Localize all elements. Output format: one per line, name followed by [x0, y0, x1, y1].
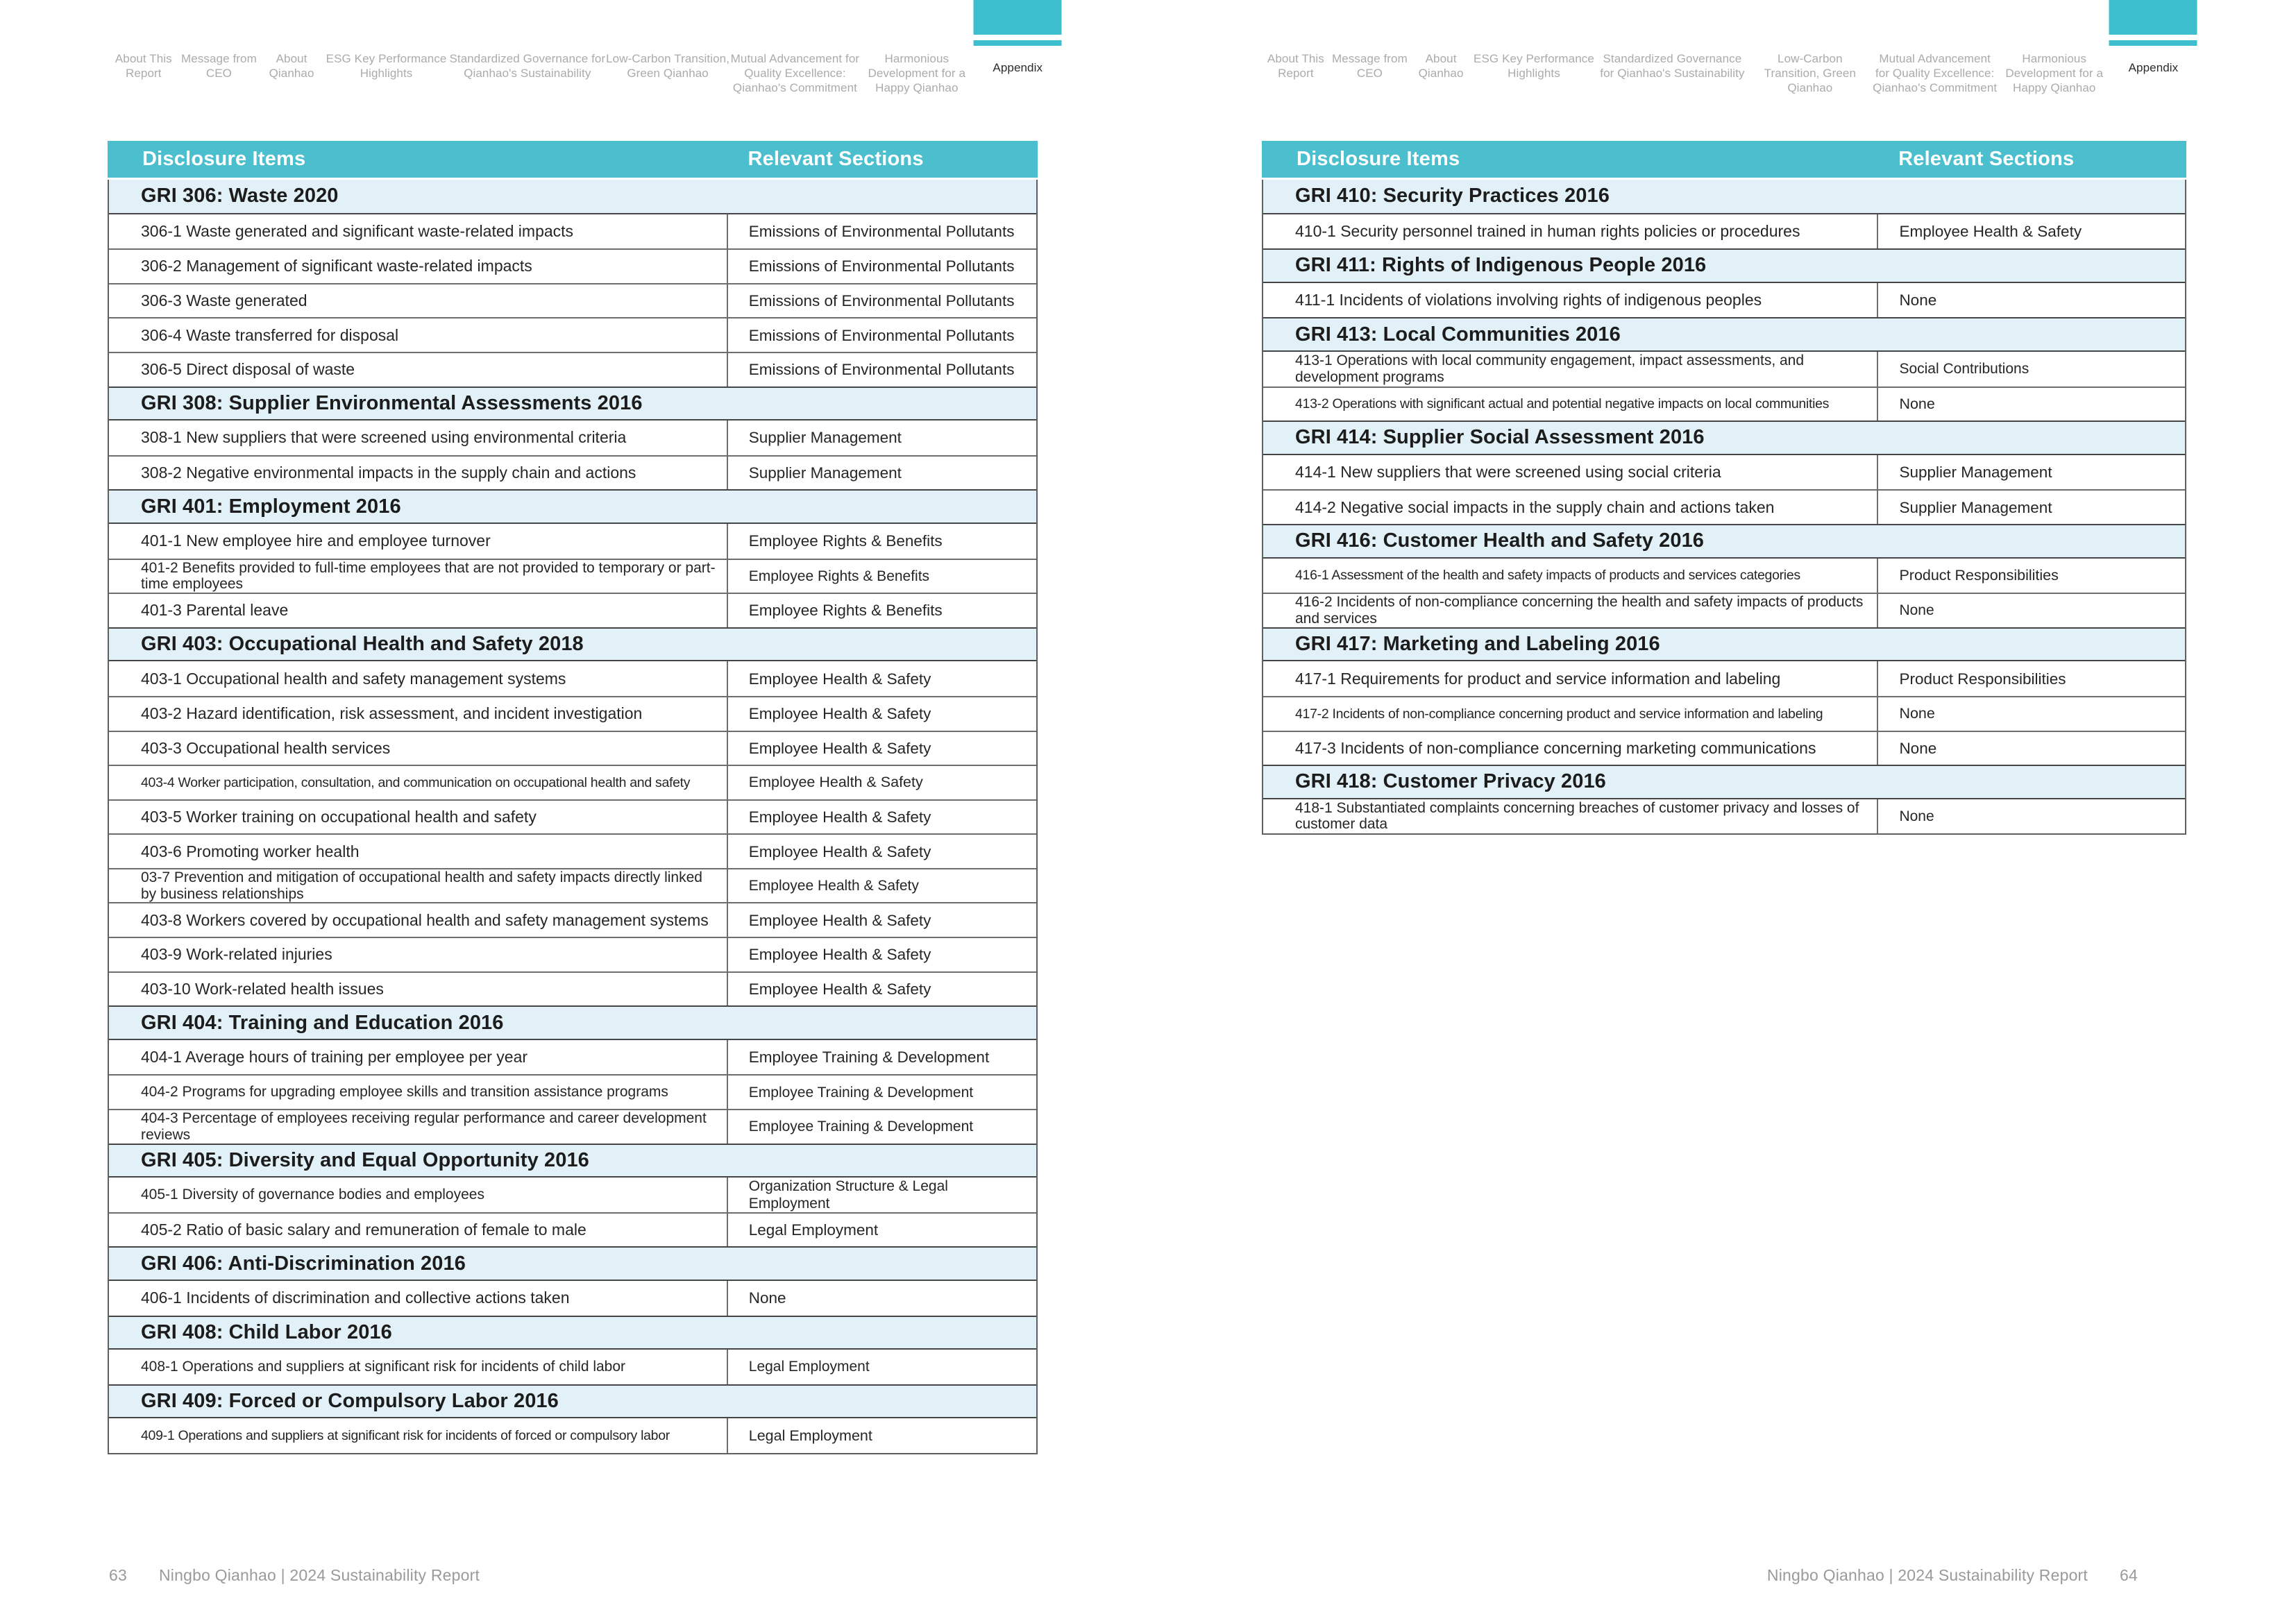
gri-section-title: GRI 418: Customer Privacy 2016 — [1295, 770, 1606, 793]
disclosure-item-cell: 404-2 Programs for upgrading employee skills and transition assistance programs — [141, 1084, 668, 1101]
disclosure-row — [1263, 283, 2185, 318]
relevant-section-cell: Employee Health & Safety — [727, 766, 1036, 799]
gri-section-title: GRI 417: Marketing and Labeling 2016 — [1295, 633, 1660, 656]
relevant-section-cell: Employee Health & Safety — [727, 661, 1036, 696]
disclosure-row — [109, 1350, 1036, 1384]
gri-index-table — [108, 141, 1038, 1454]
gri-section-title: GRI 406: Anti-Discrimination 2016 — [141, 1252, 466, 1275]
nav-item-harmonious-development-for-a-happy-qianhao[interactable] — [1999, 51, 2110, 95]
table-body — [1262, 180, 2186, 835]
top-navigation — [1262, 0, 2197, 95]
gri-section-row — [109, 1144, 1036, 1178]
disclosure-row — [1263, 661, 2185, 696]
disclosure-item-cell: 417-3 Incidents of non-compliance concerning marketing communications — [1295, 738, 1816, 757]
disclosure-item-cell: 418-1 Substantiated complaints concerning breaches of customer privacy and losses of customer data — [1295, 799, 1859, 833]
disclosure-row — [109, 317, 1036, 352]
disclosure-item-cell: 306-5 Direct disposal of waste — [141, 360, 355, 379]
disclosure-row — [109, 1178, 1036, 1212]
column-header-disclosure-items: Disclosure Items — [142, 148, 306, 170]
nav-item-label: Appendix — [2128, 61, 2179, 74]
disclosure-item-cell: 409-1 Operations and suppliers at significant risk for incidents of forced or compulsory labor — [141, 1428, 670, 1444]
disclosure-row — [109, 1418, 1036, 1453]
disclosure-item-cell: 403-4 Worker participation, consultation, and communication on occupational health and safety — [141, 774, 691, 790]
gri-section-row — [109, 1384, 1036, 1419]
nav-item-label: About This Report — [115, 52, 172, 80]
relevant-section-cell: Legal Employment — [727, 1214, 1036, 1247]
nav-item-standardized-governance-for-qianhao-s-sustainability[interactable] — [449, 51, 605, 80]
disclosure-row — [1263, 696, 2185, 731]
gri-section-row — [1263, 180, 2185, 214]
nav-item-label: ESG Key Performance Highlights — [326, 52, 447, 80]
disclosure-item-cell: 401-1 New employee hire and employee turnover — [141, 532, 491, 550]
disclosure-row — [109, 731, 1036, 765]
top-navigation — [109, 0, 1062, 95]
gri-section-title: GRI 405: Diversity and Equal Opportunity 2016 — [141, 1148, 589, 1171]
disclosure-row — [109, 1281, 1036, 1316]
gri-section-title: GRI 413: Local Communities 2016 — [1295, 323, 1621, 346]
nav-item-esg-key-performance-highlights[interactable] — [1472, 51, 1596, 80]
nav-item-mutual-advancement-for-quality-excellence-qianhao-s-commitment[interactable] — [730, 51, 860, 95]
disclosure-row — [109, 661, 1036, 696]
nav-item-standardized-governance-for-qianhao-s-sustainability[interactable] — [1596, 51, 1749, 80]
footer-report-title: Ningbo Qianhao | 2024 Sustainability Report — [158, 1566, 480, 1584]
disclosure-row — [109, 868, 1036, 903]
relevant-section-cell: Employee Training & Development — [727, 1110, 1036, 1144]
relevant-section-cell: Social Contributions — [1877, 352, 2185, 386]
table-header-row — [108, 141, 1038, 178]
nav-item-esg-key-performance-highlights[interactable] — [323, 51, 449, 80]
nav-item-mutual-advancement-for-quality-excellence-qianhao-s-commitment[interactable] — [1871, 51, 1999, 95]
relevant-section-cell: Supplier Management — [1877, 455, 2185, 490]
table-header-row — [1262, 141, 2186, 178]
disclosure-item-cell: 408-1 Operations and suppliers at significant risk for incidents of child labor — [141, 1359, 626, 1375]
disclosure-item-cell: 414-1 New suppliers that were screened using social criteria — [1295, 463, 1721, 482]
relevant-section-cell: Employee Health & Safety — [727, 697, 1036, 731]
gri-section-title: GRI 411: Rights of Indigenous People 2016 — [1295, 254, 1707, 277]
gri-section-title: GRI 306: Waste 2020 — [141, 185, 339, 207]
nav-item-label: About This Report — [1267, 52, 1324, 80]
disclosure-item-cell: 414-2 Negative social impacts in the supply chain and actions taken — [1295, 498, 1775, 516]
disclosure-item-cell: 405-2 Ratio of basic salary and remuneration of female to male — [141, 1221, 586, 1239]
page-footer — [1767, 1566, 2138, 1585]
nav-item-harmonious-development-for-a-happy-qianhao[interactable] — [860, 51, 973, 95]
disclosure-item-cell: 403-5 Worker training on occupational health and safety — [141, 807, 537, 826]
disclosure-row — [109, 765, 1036, 799]
nav-item-label: Message from CEO — [180, 52, 257, 80]
page-footer — [109, 1566, 480, 1585]
disclosure-item-cell: 410-1 Security personnel trained in human rights policies or procedures — [1295, 221, 1800, 240]
table-body — [108, 180, 1038, 1454]
active-tab-block — [974, 0, 1062, 35]
nav-item-label: Mutual Advancement for Quality Excellence: Qianhao's Commitment — [1873, 52, 1998, 94]
nav-item-appendix[interactable] — [973, 51, 1062, 75]
disclosure-row — [109, 833, 1036, 868]
gri-section-row — [1263, 765, 2185, 799]
nav-item-label: Standardized Governance for Qianhao's Sustainability — [1600, 52, 1745, 80]
relevant-section-cell: None — [1877, 732, 2185, 765]
relevant-section-cell: Employee Health & Safety — [727, 732, 1036, 765]
disclosure-row — [1263, 214, 2185, 249]
disclosure-item-cell: 411-1 Incidents of violations involving rights of indigenous peoples — [1295, 291, 1762, 309]
disclosure-row — [109, 559, 1036, 593]
nav-item-label: Harmonious Development for a Happy Qianhao — [2005, 52, 2104, 94]
disclosure-row — [1263, 455, 2185, 490]
active-tab-marker — [974, 0, 1062, 46]
relevant-section-cell: Employee Health & Safety — [727, 903, 1036, 937]
relevant-section-cell: Employee Rights & Benefits — [727, 560, 1036, 593]
relevant-section-cell: None — [1877, 697, 2185, 731]
relevant-section-cell: None — [727, 1281, 1036, 1316]
disclosure-row — [109, 937, 1036, 971]
gri-section-row — [109, 1316, 1036, 1350]
disclosure-item-cell: 308-1 New suppliers that were screened using environmental criteria — [141, 428, 627, 447]
gri-section-row — [109, 627, 1036, 662]
relevant-section-cell: Employee Health & Safety — [727, 869, 1036, 903]
gri-section-row — [1263, 248, 2185, 283]
disclosure-row — [1263, 799, 2185, 834]
nav-item-message-from-ceo[interactable] — [1330, 51, 1410, 80]
disclosure-row — [109, 214, 1036, 249]
disclosure-row — [109, 696, 1036, 731]
disclosure-row — [1263, 593, 2185, 627]
relevant-section-cell: Emissions of Environmental Pollutants — [727, 353, 1036, 386]
disclosure-item-cell: 403-6 Promoting worker health — [141, 842, 360, 860]
disclosure-row — [109, 1109, 1036, 1144]
disclosure-item-cell: 306-4 Waste transferred for disposal — [141, 325, 399, 344]
relevant-section-cell: None — [1877, 388, 2185, 421]
disclosure-item-cell: 405-1 Diversity of governance bodies and employees — [141, 1187, 484, 1203]
nav-item-label: Standardized Governance for Qianhao's Sustainability — [449, 52, 606, 80]
disclosure-row — [1263, 731, 2185, 765]
nav-item-label: Mutual Advancement for Quality Excellence: Qianhao's Commitment — [730, 52, 860, 94]
relevant-section-cell: Emissions of Environmental Pollutants — [727, 318, 1036, 352]
disclosure-item-cell: 413-2 Operations with significant actual and potential negative impacts on local communities — [1295, 396, 1830, 412]
disclosure-item-cell: 306-2 Management of significant waste-related impacts — [141, 257, 532, 275]
disclosure-row — [109, 799, 1036, 834]
relevant-section-cell: Employee Training & Development — [727, 1040, 1036, 1075]
gri-section-title: GRI 308: Supplier Environmental Assessments 2016 — [141, 391, 643, 414]
nav-item-low-carbon-transition-green-qianhao[interactable] — [1749, 51, 1871, 95]
disclosure-row — [109, 455, 1036, 490]
disclosure-item-cell: 403-10 Work-related health issues — [141, 979, 384, 998]
relevant-section-cell: Emissions of Environmental Pollutants — [727, 214, 1036, 249]
disclosure-item-cell: 403-8 Workers covered by occupational health and safety management systems — [141, 910, 709, 929]
disclosure-item-cell: 406-1 Incidents of discrimination and collective actions taken — [141, 1289, 570, 1307]
relevant-section-cell: Supplier Management — [727, 420, 1036, 455]
active-tab-underline — [2109, 40, 2197, 46]
relevant-section-cell: Emissions of Environmental Pollutants — [727, 250, 1036, 283]
gri-section-row — [1263, 627, 2185, 662]
disclosure-item-cell: 413-1 Operations with local community engagement, impact assessments, and development programs — [1295, 352, 1805, 385]
gri-section-row — [109, 180, 1036, 214]
gri-section-row — [109, 1005, 1036, 1040]
nav-item-label: Low-Carbon Transition, Green Qianhao — [606, 52, 730, 80]
page-number: 63 — [109, 1566, 127, 1584]
gri-section-title: GRI 410: Security Practices 2016 — [1295, 185, 1610, 207]
gri-section-title: GRI 403: Occupational Health and Safety 2018 — [141, 633, 584, 656]
relevant-section-cell: Product Responsibilities — [1877, 661, 2185, 696]
relevant-section-cell: Legal Employment — [727, 1418, 1036, 1453]
nav-item-low-carbon-transition-green-qianhao[interactable] — [605, 51, 729, 80]
relevant-section-cell: Employee Training & Development — [727, 1076, 1036, 1109]
relevant-section-cell: Employee Health & Safety — [727, 801, 1036, 834]
disclosure-item-cell: 401-2 Benefits provided to full-time employees that are not provided to temporary or part-time employees — [141, 559, 716, 593]
disclosure-row — [1263, 352, 2185, 386]
nav-item-about-this-report[interactable] — [1262, 51, 1330, 80]
footer-report-title: Ningbo Qianhao | 2024 Sustainability Report — [1766, 1566, 2088, 1584]
disclosure-row — [1263, 489, 2185, 524]
disclosure-item-cell: 403-1 Occupational health and safety management systems — [141, 669, 566, 688]
disclosure-item-cell: 416-2 Incidents of non-compliance concerning the health and safety impacts of products and services — [1295, 594, 1864, 627]
gri-section-title: GRI 404: Training and Education 2016 — [141, 1011, 504, 1034]
disclosure-item-cell: 403-9 Work-related injuries — [141, 945, 332, 964]
disclosure-row — [109, 420, 1036, 455]
disclosure-item-cell: 417-2 Incidents of non-compliance concerning product and service information and labeling — [1295, 706, 1823, 722]
disclosure-row — [109, 248, 1036, 283]
nav-item-about-this-report[interactable] — [109, 51, 178, 80]
column-header-disclosure-items: Disclosure Items — [1297, 148, 1460, 170]
active-tab-marker — [2109, 0, 2197, 46]
disclosure-row — [109, 1040, 1036, 1075]
disclosure-item-cell: 403-3 Occupational health services — [141, 738, 391, 757]
page-right — [1148, 0, 2296, 1623]
active-tab-block — [2109, 0, 2197, 35]
gri-section-row — [109, 1246, 1036, 1281]
relevant-section-cell: Employee Rights & Benefits — [727, 524, 1036, 559]
disclosure-row — [1263, 386, 2185, 421]
relevant-section-cell: Organization Structure & Legal Employment — [727, 1178, 1036, 1212]
disclosure-row — [1263, 559, 2185, 593]
active-tab-underline — [974, 40, 1062, 46]
disclosure-item-cell: 401-3 Parental leave — [141, 601, 289, 620]
gri-section-row — [1263, 317, 2185, 352]
relevant-section-cell: Supplier Management — [1877, 491, 2185, 524]
disclosure-row — [109, 1212, 1036, 1247]
disclosure-item-cell: 03-7 Prevention and mitigation of occupational health and safety impacts directly linked by business relationships — [141, 869, 702, 902]
nav-item-label: ESG Key Performance Highlights — [1474, 52, 1594, 80]
disclosure-row — [109, 524, 1036, 559]
nav-item-label: Low-Carbon Transition, Green Qianhao — [1764, 52, 1857, 94]
relevant-section-cell: Emissions of Environmental Pollutants — [727, 284, 1036, 318]
nav-item-label: Message from CEO — [1331, 52, 1408, 80]
nav-item-message-from-ceo[interactable] — [178, 51, 260, 80]
relevant-section-cell: Supplier Management — [727, 457, 1036, 490]
disclosure-item-cell: 404-3 Percentage of employees receiving regular performance and career development reviews — [141, 1110, 707, 1143]
relevant-section-cell: None — [1877, 799, 2185, 834]
nav-item-label: About Qianhao — [269, 52, 314, 80]
gri-index-table — [1262, 141, 2186, 835]
gri-section-title: GRI 416: Customer Health and Safety 2016 — [1295, 529, 1705, 552]
nav-item-label: Harmonious Development for a Happy Qianhao — [868, 52, 966, 94]
disclosure-row — [109, 1074, 1036, 1109]
relevant-section-cell: Legal Employment — [727, 1350, 1036, 1384]
disclosure-row — [109, 352, 1036, 386]
gri-section-row — [109, 489, 1036, 524]
page-number: 64 — [2120, 1566, 2138, 1584]
relevant-section-cell: Employee Health & Safety — [1877, 214, 2185, 249]
disclosure-item-cell: 308-2 Negative environmental impacts in the supply chain and actions — [141, 464, 636, 482]
disclosure-row — [109, 971, 1036, 1006]
disclosure-row — [109, 593, 1036, 627]
relevant-section-cell: None — [1877, 283, 2185, 318]
gri-section-title: GRI 408: Child Labor 2016 — [141, 1320, 392, 1343]
relevant-section-cell: None — [1877, 594, 2185, 627]
gri-section-title: GRI 414: Supplier Social Assessment 2016 — [1295, 426, 1705, 449]
relevant-section-cell: Employee Rights & Benefits — [727, 594, 1036, 627]
gri-section-title: GRI 409: Forced or Compulsory Labor 2016 — [141, 1390, 559, 1413]
disclosure-row — [109, 283, 1036, 318]
nav-item-appendix[interactable] — [2110, 51, 2197, 75]
disclosure-item-cell: 306-3 Waste generated — [141, 291, 307, 310]
gri-section-row — [109, 386, 1036, 421]
gri-section-row — [1263, 524, 2185, 559]
gri-section-row — [1263, 420, 2185, 455]
gri-section-title: GRI 401: Employment 2016 — [141, 495, 401, 518]
relevant-section-cell: Employee Health & Safety — [727, 835, 1036, 868]
relevant-section-cell: Employee Health & Safety — [727, 938, 1036, 971]
nav-item-about-qianhao[interactable] — [260, 51, 323, 80]
disclosure-item-cell: 416-1 Assessment of the health and safety impacts of products and services categories — [1295, 568, 1800, 584]
nav-item-label: About Qianhao — [1418, 52, 1464, 80]
disclosure-item-cell: 417-1 Requirements for product and service information and labeling — [1295, 669, 1781, 688]
column-header-relevant-sections: Relevant Sections — [1898, 148, 2075, 170]
nav-item-about-qianhao[interactable] — [1410, 51, 1472, 80]
relevant-section-cell: Product Responsibilities — [1877, 559, 2185, 593]
relevant-section-cell: Employee Health & Safety — [727, 973, 1036, 1006]
disclosure-item-cell: 403-2 Hazard identification, risk assessment, and incident investigation — [141, 704, 643, 723]
disclosure-row — [109, 902, 1036, 937]
column-header-relevant-sections: Relevant Sections — [748, 148, 924, 170]
disclosure-item-cell: 404-1 Average hours of training per employee per year — [141, 1048, 528, 1067]
disclosure-item-cell: 306-1 Waste generated and significant waste-related impacts — [141, 221, 574, 240]
nav-item-label: Appendix — [993, 61, 1043, 74]
